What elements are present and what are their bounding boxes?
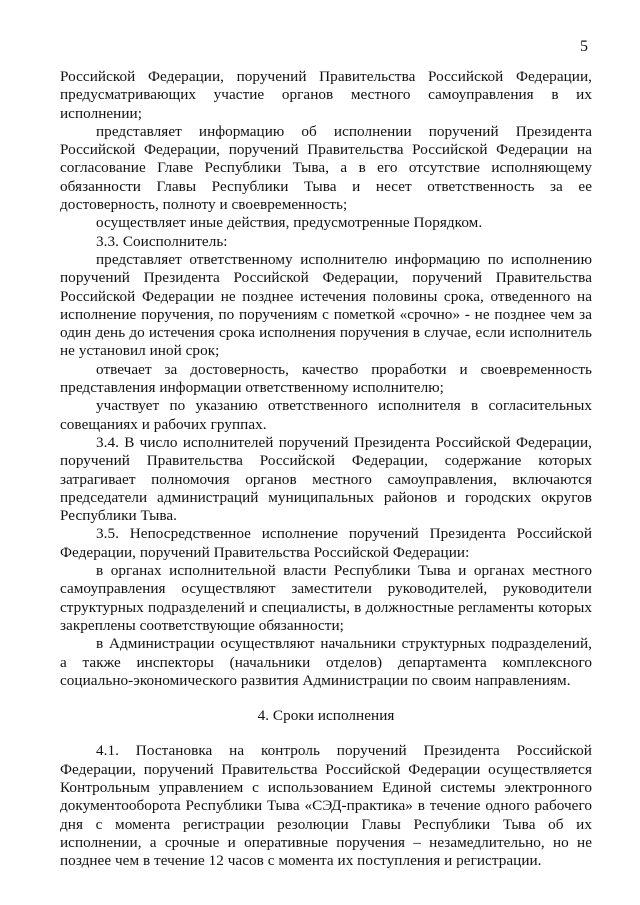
paragraph-3-5: 3.5. Непосредственное исполнение поручений Президента Российской Федерации, поручений Правительства Российской Федерации: [60, 525, 592, 561]
paragraph-other-actions: осуществляет иные действия, предусмотренные Порядком. [96, 214, 483, 232]
section-heading: 4. Сроки исполнения [257, 707, 395, 725]
paragraph-provide-information: представляет информацию об исполнении поручений Президента Российской Федерации, поручений Правительства Российской Федерации на согласование Главе Республики Тыва, а в его отсутствие исполняющему обязанности Главы Республики Тыва и несет ответственность за ее достоверность, полноту и своевременность; [60, 122, 592, 214]
paragraph-executive-bodies: в органах исполнительной власти Республики Тыва и органах местного самоуправления осуществляют заместители руководителей, руководители структурных подразделений и специалисты, в должностные регламенты которых закреплены соответствующие обязанности; [60, 562, 592, 634]
paragraph-co-executor-participates: участвует по указанию ответственного исполнителя в согласительных совещаниях и рабочих группах. [60, 397, 592, 433]
paragraph-co-executor-responsible: отвечает за достоверность, качество проработки и своевременность представления информации ответственному исполнителю; [60, 360, 592, 397]
document-body [60, 68, 592, 870]
paragraph-co-executor-heading: 3.3. Соисполнитель: [96, 232, 228, 250]
page-number: 5 [580, 38, 588, 55]
paragraph-co-executor-provides: представляет ответственному исполнителю информацию по исполнению поручений Президента Российской Федерации, поручений Правительства Российской Федерации не позднее истечения половины срока, отведенного на исполнение поручения, по поручениям с пометкой «срочно» - не позднее чем за один день до истечения срока исполнения поручения в случае, если исполнитель не установил иной срок; [60, 250, 592, 360]
paragraph-continuation: Российской Федерации, поручений Правительства Российской Федерации, предусматривающих участие органов местного самоуправления в их исполнении; [60, 68, 592, 122]
paragraph-3-4: 3.4. В число исполнителей поручений Президента Российской Федерации, поручений Правительства Российской Федерации, содержание которых затрагивает полномочия органов местного самоуправления, включаются председатели администраций муниципальных районов и городских округов Республики Тыва. [60, 433, 592, 525]
paragraph-4-1: 4.1. Постановка на контроль поручений Президента Российской Федерации, поручений Правительства Российской Федерации осуществляется Контрольным управлением с использованием Единой системы электронного документооборота Республики Тыва «СЭД-практика» в течение одного рабочего дня с момента регистрации резолюции Главы Республики Тыва об их исполнении, а срочные и оперативные поручения – незамедлительно, но не позднее чем в течение 12 часов с момента их поступления и регистрации. [60, 742, 592, 870]
paragraph-administration: в Администрации осуществляют начальники структурных подразделений, а также инспекторы (начальники отделов) департамента комплексного социально-экономического развития Администрации по своим направлениям. [60, 635, 592, 689]
